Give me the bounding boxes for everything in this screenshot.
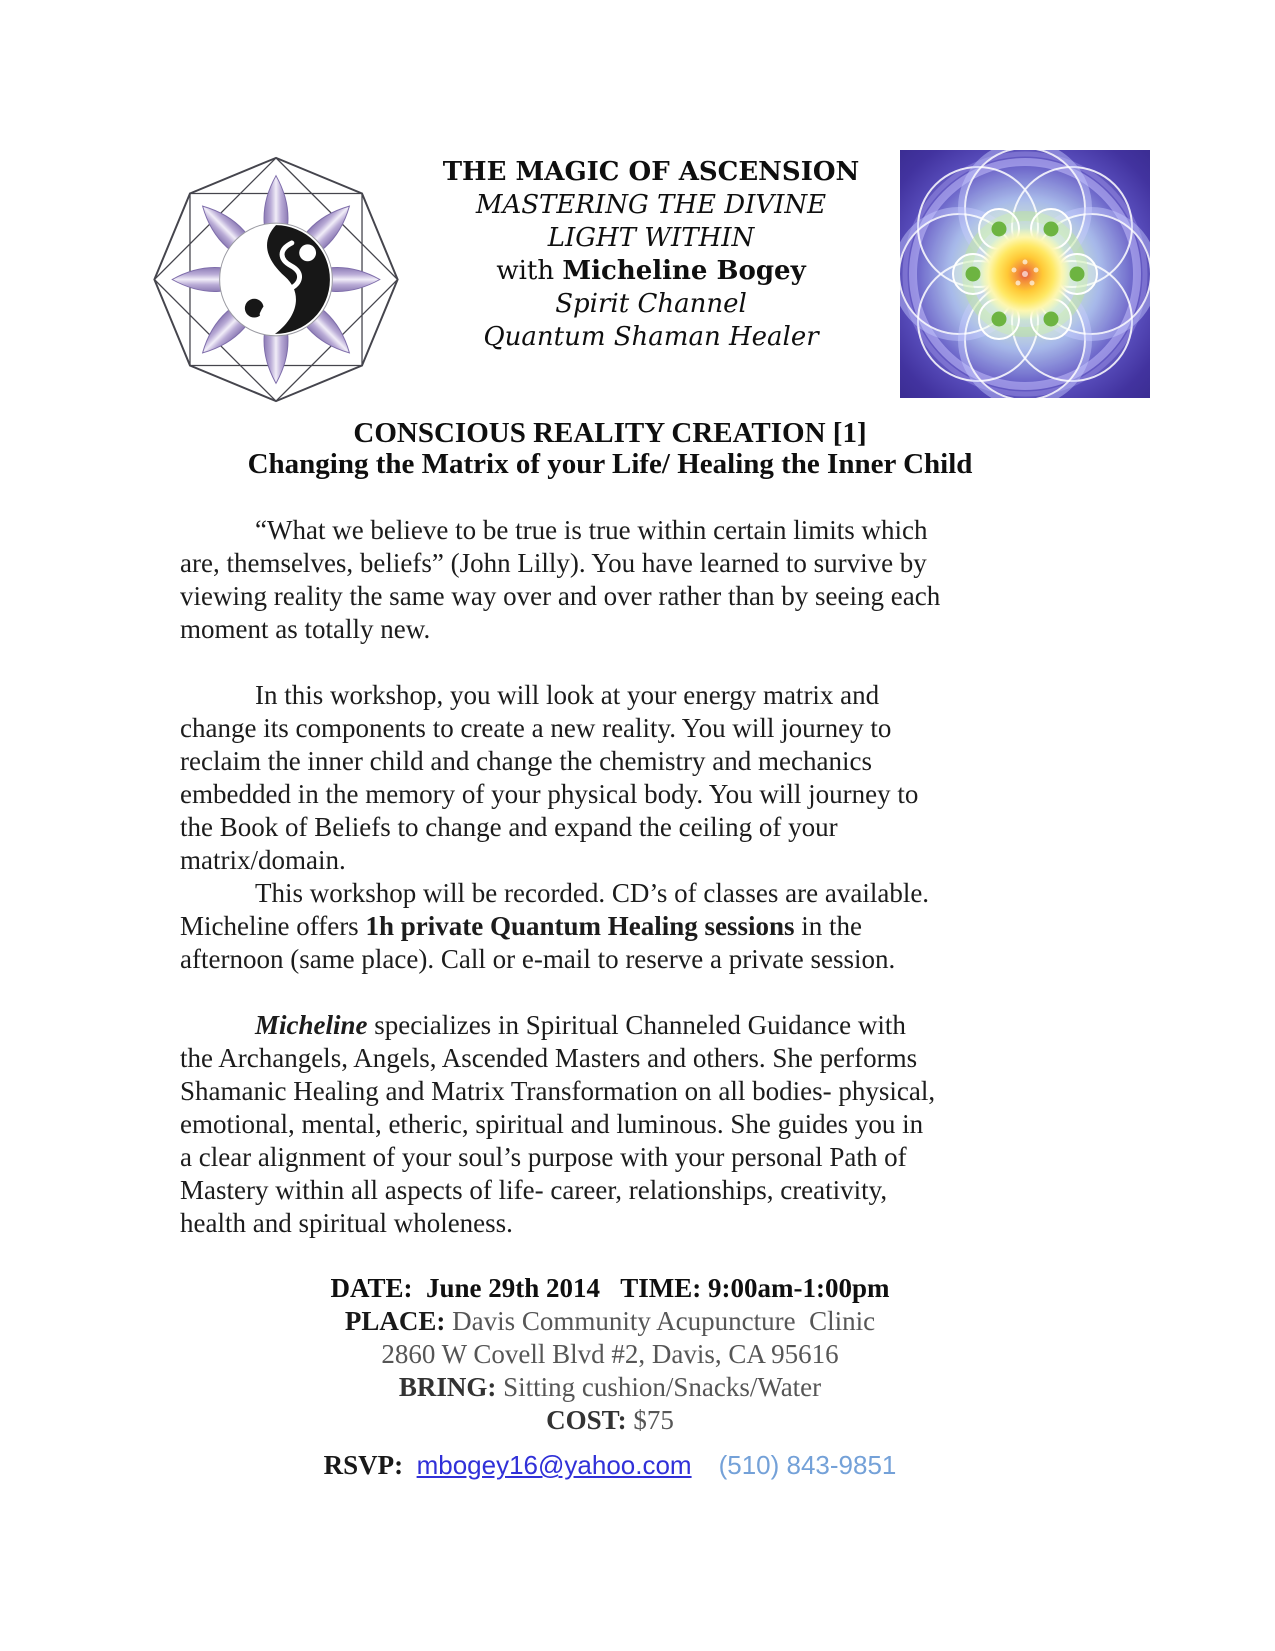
headline-line-1: CONSCIOUS REALITY CREATION [1] — [353, 417, 867, 449]
email-link[interactable]: mbogey16@yahoo.com — [416, 1450, 692, 1480]
bring-line — [180, 1371, 1040, 1404]
text-run: with — [496, 256, 563, 286]
headline — [180, 418, 1040, 480]
date-time-line — [180, 1272, 1040, 1305]
text-run: MASTERING THE DIVINE — [475, 190, 827, 220]
text-line — [180, 1108, 1060, 1141]
text-run: moment as totally new. — [180, 614, 431, 644]
text-run: matrix/domain. — [180, 845, 346, 875]
text-line — [402, 288, 900, 321]
text-run: in the — [794, 911, 863, 941]
text-line — [180, 1009, 1060, 1042]
text-run: change its components to create a new reality. You will journey to — [180, 713, 892, 743]
text-run: reclaim the inner child and change the chemistry and mechanics — [180, 746, 872, 776]
text-run: Spirit Channel — [555, 289, 747, 319]
rsvp-line — [180, 1449, 1040, 1482]
text-line — [402, 189, 900, 222]
text-run: Micheline Bogey — [562, 256, 806, 286]
cost-line — [180, 1404, 1040, 1437]
text-run: 1h private Quantum Healing sessions — [365, 911, 795, 941]
text-run: $75 — [626, 1405, 674, 1435]
text-line — [180, 1207, 1060, 1240]
text-run: “What we believe to be true is true within certain limits which — [255, 515, 928, 545]
text-run: emotional, mental, etheric, spiritual and luminous. She guides you in — [180, 1109, 924, 1139]
text-run: Shamanic Healing and Matrix Transformation on all bodies- physical, — [180, 1076, 936, 1106]
rsvp-label: RSVP: — [323, 1450, 404, 1480]
text-run: a clear alignment of your soul’s purpose with your personal Path of — [180, 1142, 907, 1172]
body-paragraph-recording — [180, 877, 1060, 976]
text-line — [402, 321, 900, 354]
text-run — [692, 1450, 719, 1480]
text-run: embedded in the memory of your physical body. You will journey to — [180, 779, 919, 809]
text-run: afternoon (same place). Call or e-mail to reserve a private session. — [180, 944, 896, 974]
text-line — [180, 910, 1060, 943]
text-line — [402, 222, 900, 255]
text-line — [180, 547, 1060, 580]
text-line — [180, 514, 1060, 547]
text-line — [180, 679, 1060, 712]
text-run: Quantum Shaman Healer — [483, 322, 819, 352]
text-run: This workshop will be recorded. CD’s of classes are available. — [255, 878, 930, 908]
text-line — [180, 844, 1060, 877]
text-line — [402, 156, 900, 189]
rainbow-mandala-svg — [900, 150, 1150, 398]
text-run: are, themselves, beliefs” (John Lilly). You have learned to survive by — [180, 548, 927, 578]
text-run — [403, 1450, 417, 1480]
body-paragraph-bio — [180, 1009, 1060, 1240]
body-paragraph-quote — [180, 514, 1060, 646]
header — [150, 148, 1150, 410]
text-run: Micheline offers — [180, 911, 366, 941]
text-line — [180, 1042, 1060, 1075]
text-run: the Archangels, Angels, Ascended Masters and others. She performs — [180, 1043, 918, 1073]
text-run: the Book of Beliefs to change and expand the ceiling of your — [180, 812, 838, 842]
title-block — [402, 148, 900, 354]
text-run: THE MAGIC OF ASCENSION — [442, 157, 860, 187]
cost-label: COST: — [546, 1405, 627, 1435]
text-run: Sitting cushion/Snacks/Water — [496, 1372, 822, 1402]
flyer-content — [150, 148, 1150, 1482]
text-run: viewing reality the same way over and over rather than by seeing each — [180, 581, 941, 611]
text-line — [180, 613, 1060, 646]
text-line — [180, 778, 1060, 811]
text-line — [180, 1075, 1060, 1108]
text-line — [180, 1174, 1060, 1207]
text-run: 2860 W Covell Blvd #2, Davis, CA 95616 — [381, 1339, 839, 1369]
bring-label: BRING: — [398, 1372, 497, 1402]
text-line — [402, 255, 900, 288]
place-line — [180, 1305, 1040, 1338]
lotus-octagram-logo-svg — [150, 148, 402, 410]
yin-yang-center — [220, 223, 333, 336]
text-line — [180, 712, 1060, 745]
text-run: Mastery within all aspects of life- career, relationships, creativity, — [180, 1175, 888, 1205]
text-line — [180, 877, 1060, 910]
text-line — [180, 811, 1060, 844]
headline-line-2: Changing the Matrix of your Life/ Healing the Inner Child — [247, 448, 973, 480]
text-run: LIGHT WITHIN — [547, 223, 755, 253]
lotus-octagram-logo — [150, 148, 402, 410]
body-paragraph-workshop — [180, 679, 1060, 877]
text-line — [180, 580, 1060, 613]
text-run: specializes in Spiritual Channeled Guidance with — [367, 1010, 906, 1040]
phone-number: (510) 843-9851 — [718, 1450, 897, 1480]
place-label: PLACE: — [344, 1306, 446, 1336]
text-line — [180, 943, 1060, 976]
text-run: Davis Community Acupuncture Clinic — [445, 1306, 876, 1336]
text-run: DATE: June 29th 2014 TIME: 9:00am-1:00pm — [330, 1273, 890, 1303]
text-line — [180, 745, 1060, 778]
text-run: In this workshop, you will look at your energy matrix and — [255, 680, 880, 710]
body-text — [180, 514, 1060, 1240]
rainbow-mandala-image — [900, 150, 1150, 398]
event-details — [180, 1272, 1040, 1482]
text-run: Micheline — [255, 1010, 368, 1040]
address-line — [180, 1338, 1040, 1371]
text-run: health and spiritual wholeness. — [180, 1208, 513, 1238]
text-line — [180, 1141, 1060, 1174]
